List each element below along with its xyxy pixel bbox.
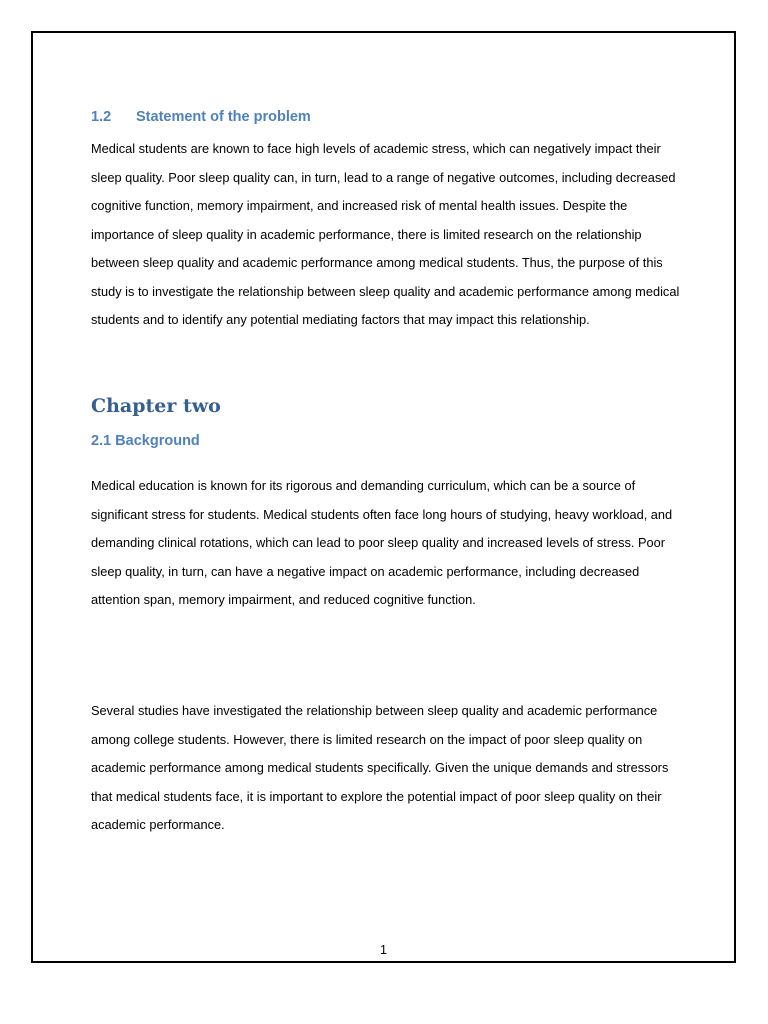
background-paragraph-1: Medical education is known for its rigorous and demanding curriculum, which can be a source of significant stress for students. Medical students often face long hours of studying, heavy workload, and demanding clinical rotations, which can lead to poor sleep quality and increased levels of stress. Poor sleep quality, in turn, can have a negative impact on academic performance, including decreased attention span, memory impairment, and reduced cognitive function. xyxy=(91,478,673,607)
page-number: 1 xyxy=(380,943,387,957)
document-page xyxy=(31,31,736,963)
problem-statement-paragraph: Medical students are known to face high levels of academic stress, which can negatively impact their sleep quality. Poor sleep quality can, in turn, lead to a range of negative outcomes, including decreased cognitive function, memory impairment, and increased risk of mental health issues. Despite the importance of sleep quality in academic performance, there is limited research on the relationship between sleep quality and academic performance among medical students. Thus, the purpose of this study is to investigate the relationship between sleep quality and academic performance among medical students and to identify any potential mediating factors that may impact this relationship. xyxy=(91,141,680,327)
section-heading-2-1: 2.1 Background xyxy=(91,433,200,449)
section-title: Statement of the problem xyxy=(136,109,311,125)
chapter-heading: Chapter two xyxy=(91,395,221,417)
section-heading-1-2 xyxy=(91,109,311,125)
background-paragraph-2: Several studies have investigated the relationship between sleep quality and academic performance among college students. However, there is limited research on the impact of poor sleep quality on academic performance among medical students specifically. Given the unique demands and stressors that medical students face, it is important to explore the potential impact of poor sleep quality on their academic performance. xyxy=(91,703,669,832)
section-number: 1.2 xyxy=(91,109,112,125)
